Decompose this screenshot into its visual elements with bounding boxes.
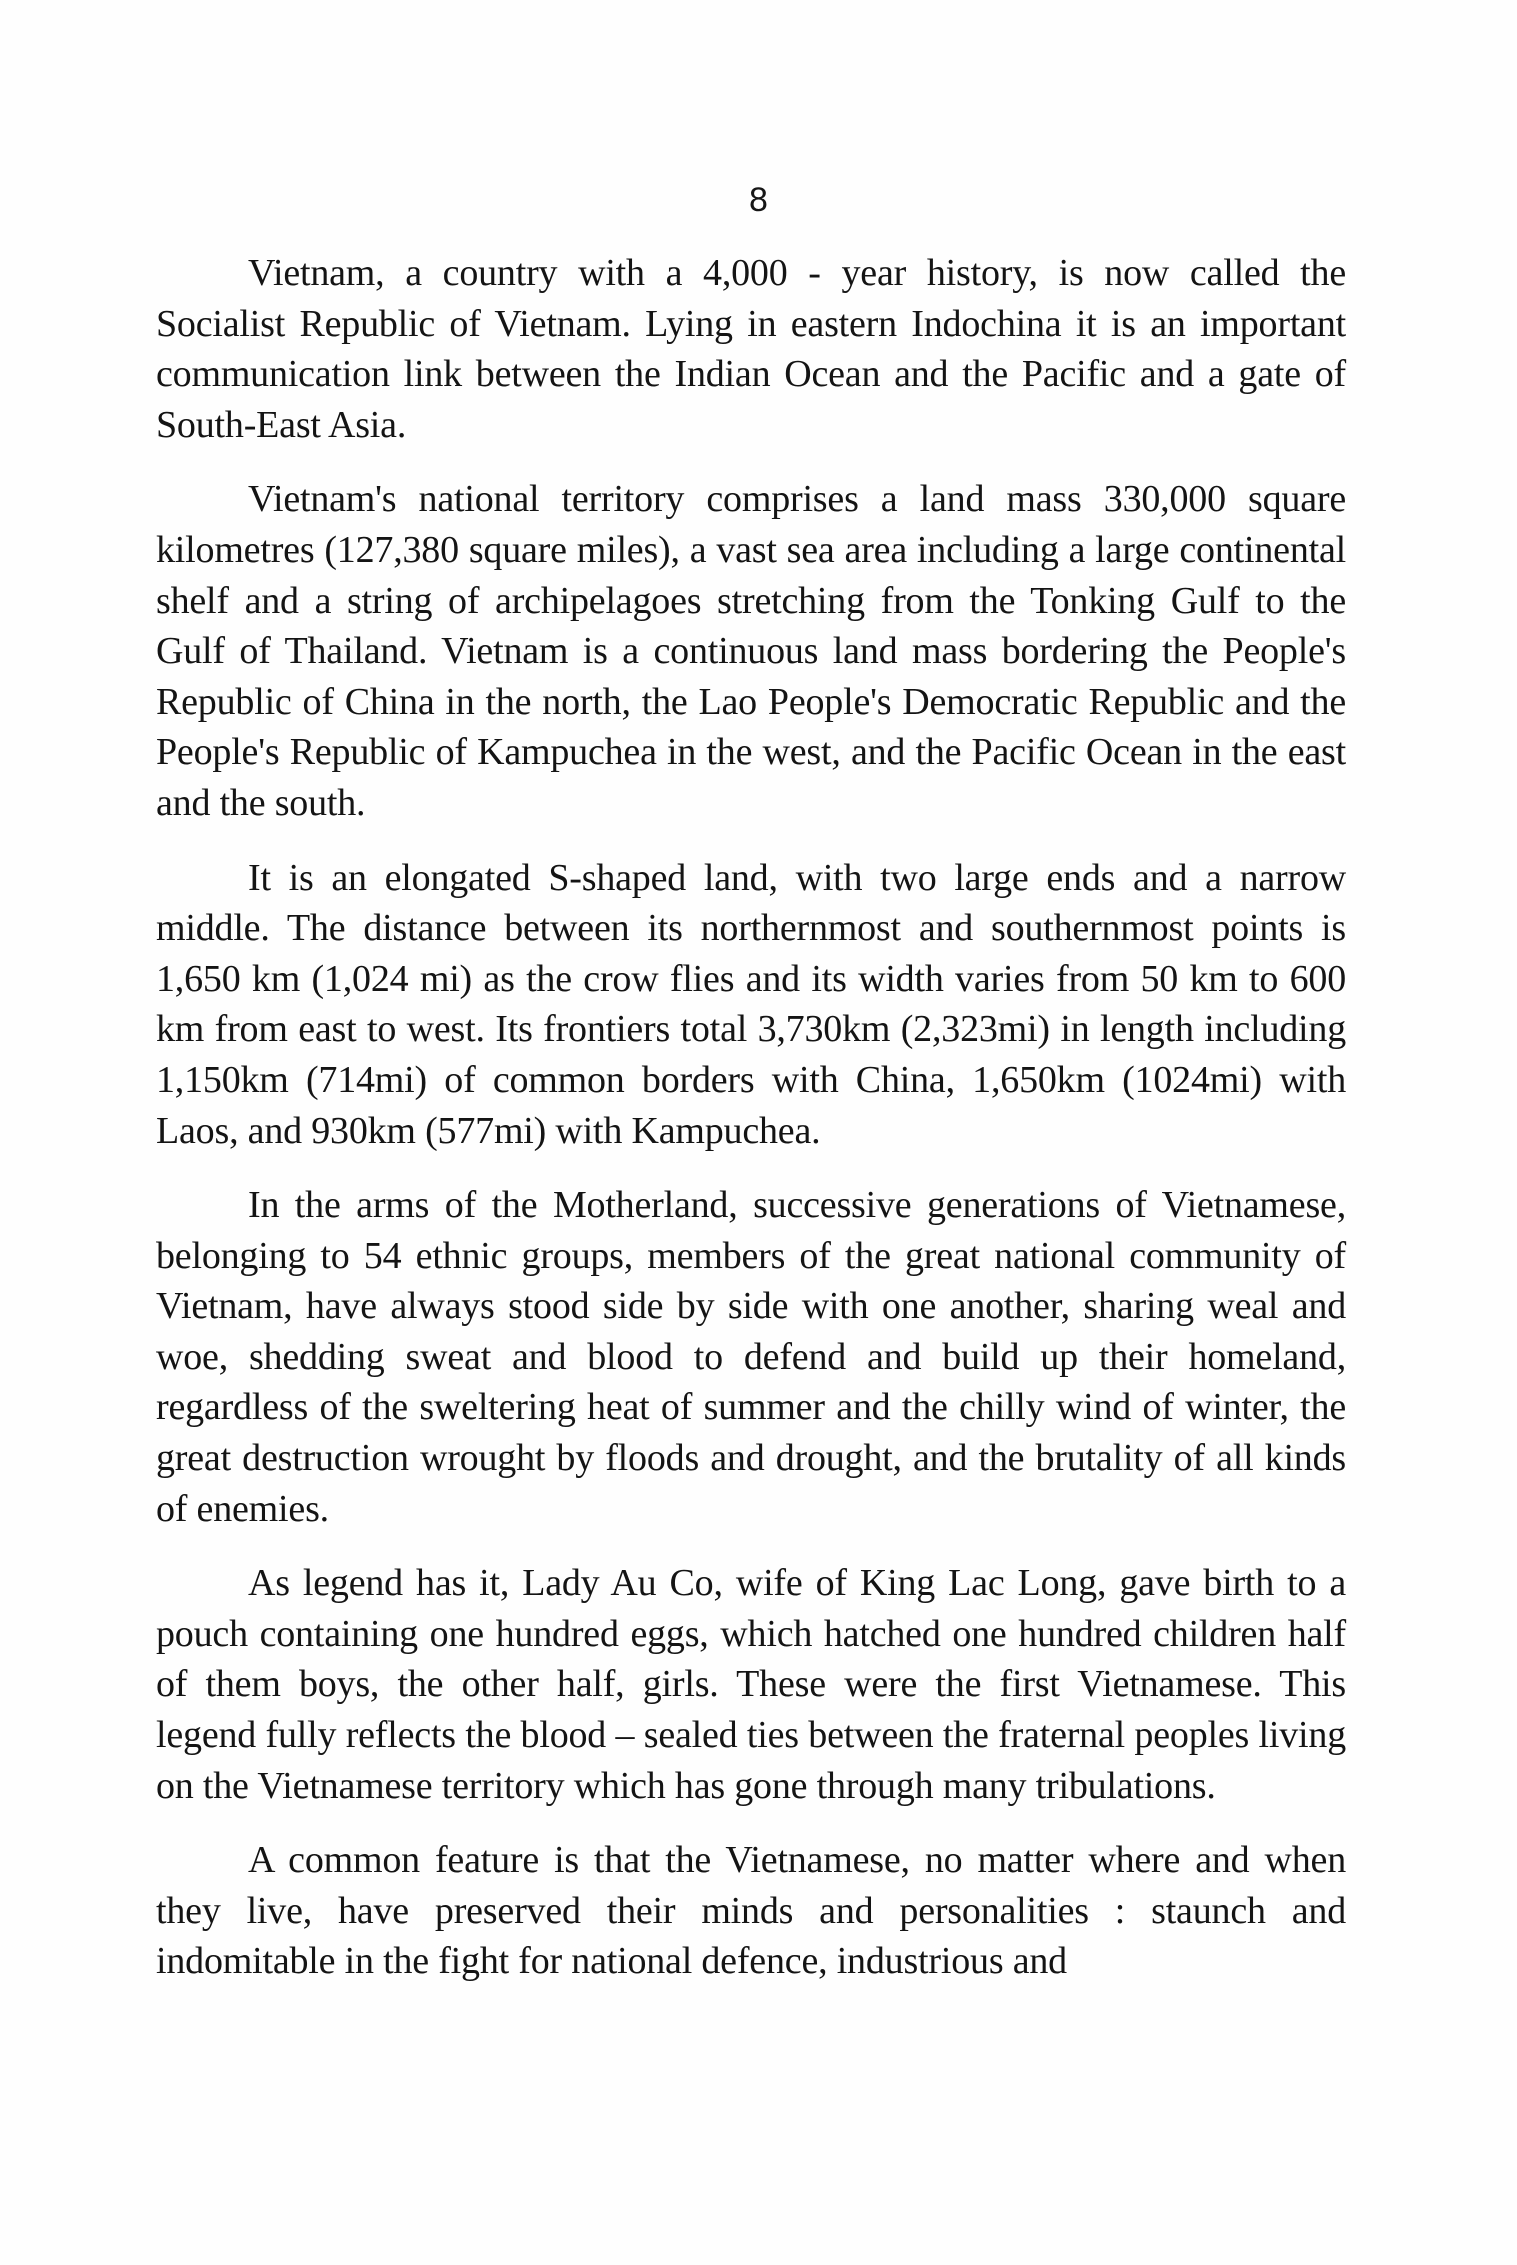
- paragraph-shape: It is an elongated S-shaped land, with two large ends and a narrow middle. The distance between its northernmost and southernmost points is 1,650 km (1,024 mi) as the crow flies and its width varies from 50 km to 600 km from east to west. Its frontiers total 3,730km (2,323mi) in length including 1,150km (714mi) of common borders with China, 1,650km (1024mi) with Laos, and 930km (577mi) with Kampuchea.: [156, 856, 1346, 1152]
- paragraph-intro: Vietnam, a country with a 4,000 - year history, is now called the Socialist Republic of Vietnam. Lying in eastern Indochina it is an important communication link between the Indian Ocean and the Pacific and a gate of South-East Asia.: [156, 252, 1346, 446]
- body-text: [156, 248, 1346, 1987]
- paragraph-territory: Vietnam's national territory comprises a land mass 330,000 square kilometres (127,380 square miles), a vast sea area including a large continental shelf and a string of archipelagoes stretching from the Tonking Gulf to the Gulf of Thailand. Vietnam is a continuous land mass bordering the People's Republic of China in the north, the Lao People's Democratic Republic and the People's Republic of Kampuchea in the west, and the Pacific Ocean in the east and the south.: [156, 478, 1346, 824]
- page-number: 8: [749, 181, 768, 219]
- paragraph-common-feature: A common feature is that the Vietnamese, no matter where and when they live, have preserved their minds and personalities : staunch and indomitable in the fight for national defence, industrious and: [156, 1839, 1346, 1983]
- paragraph-legend: As legend has it, Lady Au Co, wife of King Lac Long, gave birth to a pouch containing one hundred eggs, which hatched one hundred children half of them boys, the other half, girls. These were the first Vietnamese. This legend fully reflects the blood – sealed ties between the fraternal peoples living on the Vietnamese territory which has gone through many tribulations.: [156, 1562, 1346, 1807]
- paragraph-motherland: In the arms of the Motherland, successive generations of Vietnamese, belonging to 54 ethnic groups, members of the great national community of Vietnam, have always stood side by side with one another, sharing weal and woe, shedding sweat and blood to defend and build up their homeland, regardless of the sweltering heat of summer and the chilly wind of winter, the great destruction wrought by floods and drought, and the brutality of all kinds of enemies.: [156, 1184, 1346, 1530]
